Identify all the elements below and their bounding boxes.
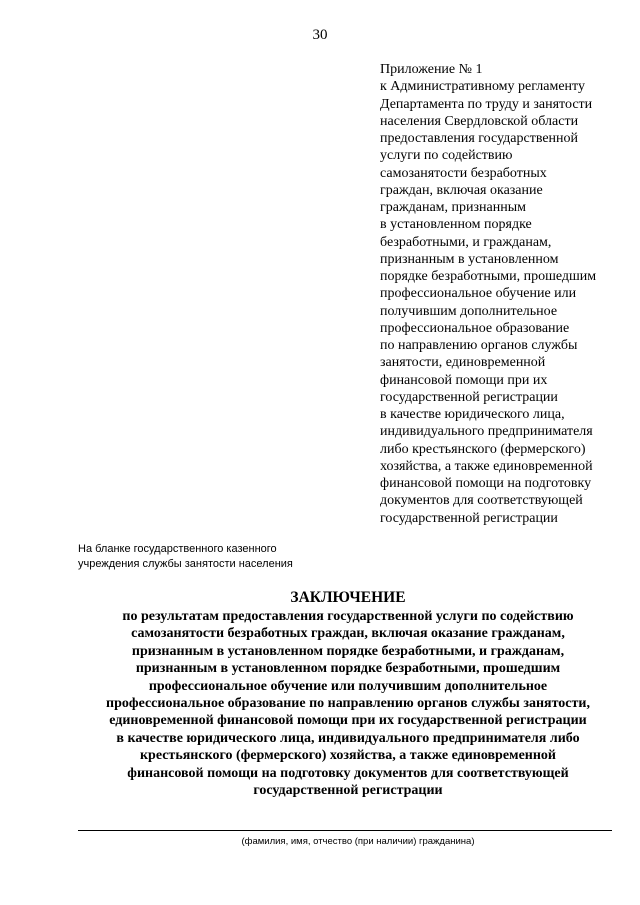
appendix-line: финансовой помощи на подготовку <box>380 476 592 491</box>
appendix-line: финансовой помощи при их <box>380 372 548 388</box>
conclusion-line: в качестве юридического лица, индивидуального предпринимателя либо <box>116 730 580 746</box>
appendix-line: признанным в установленном <box>380 251 559 267</box>
appendix-line: Департамента по труду и занятости <box>380 96 593 112</box>
appendix-header <box>380 61 630 527</box>
conclusion-line: крестьянского (фермерского) хозяйства, а также единовременной <box>139 748 556 764</box>
conclusion-line: признанным в установленном порядке безработными, и гражданам, <box>131 643 565 659</box>
conclusion-line: признанным в установленном порядке безработными, прошедшим <box>135 661 561 677</box>
conclusion-line: единовременной финансовой помощи при их государственной регистрации <box>109 713 587 729</box>
appendix-line: либо крестьянского (фермерского) <box>380 441 586 457</box>
conclusion-line: самозанятости безработных граждан, включая оказание гражданам, <box>131 626 565 642</box>
conclusion-line: финансовой помощи на подготовку документов для соответствующей <box>127 765 569 781</box>
page-number: 30 <box>312 27 328 43</box>
appendix-line: гражданам, признанным <box>380 200 527 215</box>
appendix-line: профессиональное обучение или <box>380 286 577 302</box>
conclusion-title: ЗАКЛЮЧЕНИЕ <box>290 589 406 606</box>
appendix-line: государственной регистрации <box>380 510 558 526</box>
appendix-line: государственной регистрации <box>380 389 558 405</box>
appendix-line: самозанятости безработных <box>380 165 547 181</box>
letterhead-note <box>78 542 378 572</box>
appendix-line: в качестве юридического лица, <box>380 407 565 422</box>
appendix-line: в установленном порядке <box>380 217 532 233</box>
appendix-line: индивидуального предпринимателя <box>380 424 593 440</box>
appendix-line: населения Свердловской области <box>380 113 579 129</box>
appendix-line: граждан, включая оказание <box>380 182 543 198</box>
conclusion-line: профессиональное обучение или получившим дополнительное <box>148 678 548 694</box>
appendix-line: порядке безработными, прошедшим <box>380 269 597 284</box>
appendix-line: по направлению органов службы <box>380 338 578 353</box>
name-fill-caption: (фамилия, имя, отчество (при наличии) гражданина) <box>241 836 475 847</box>
conclusion-line: профессиональное образование по направлению органов службы занятости, <box>106 696 590 712</box>
appendix-line: к Административному регламенту <box>380 79 585 95</box>
appendix-line: Приложение № 1 <box>380 62 483 77</box>
appendix-line: получившим дополнительное <box>380 303 558 319</box>
appendix-line: хозяйства, а также единовременной <box>380 458 593 474</box>
appendix-line: услуги по содействию <box>380 148 513 164</box>
letterhead-note-line: учреждения службы занятости населения <box>78 558 293 570</box>
conclusion-subtitle <box>70 608 626 799</box>
letterhead-note-line: На бланке государственного казенного <box>78 543 277 555</box>
appendix-line: занятости, единовременной <box>380 355 546 371</box>
conclusion-line: по результатам предоставления государственной услуги по содействию <box>122 609 574 624</box>
appendix-line: документов для соответствующей <box>380 493 583 509</box>
name-fill-line <box>78 830 612 831</box>
appendix-line: профессиональное образование <box>380 320 570 336</box>
appendix-line: предоставления государственной <box>380 131 579 146</box>
appendix-line: безработными, и гражданам, <box>380 234 552 250</box>
conclusion-line: государственной регистрации <box>253 783 443 799</box>
